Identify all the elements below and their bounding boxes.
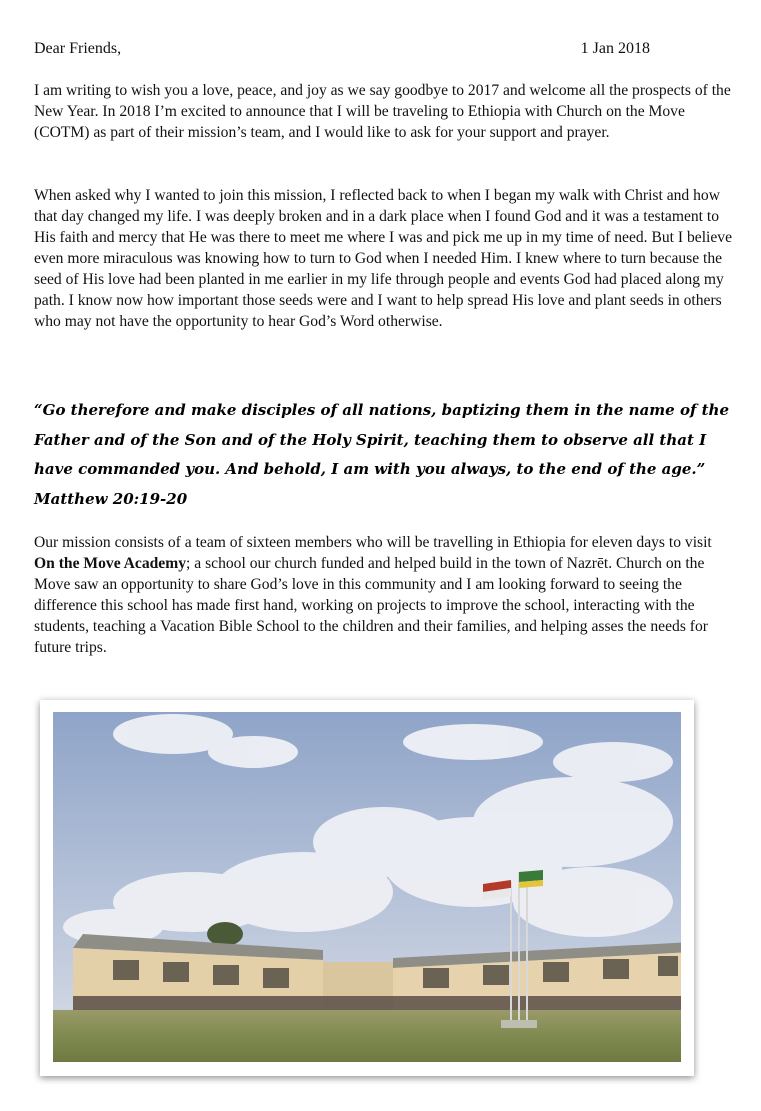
- flagpole-base: [501, 1020, 537, 1028]
- academy-name: On the Move Academy: [34, 555, 187, 572]
- mission-text-end: ; a school our church funded and helped build in the town of Nazrēt. Church on the Move saw an opportunity to share God’s love in this community and I am looking forward to seeing the difference this school has made first hand, working on projects to improve the school, interacting with the students, teaching a Vacation Bible School to the children and their families, and helping asses the needs for future trips.: [34, 555, 708, 656]
- salutation: Dear Friends,: [34, 40, 122, 57]
- tree: [207, 922, 243, 946]
- paragraph-mission: [34, 532, 734, 658]
- letter-date: 1 Jan 2018: [580, 40, 650, 57]
- mission-text-start: Our mission consists of a team of sixteen members who will be travelling in Ethiopia for eleven days to visit: [34, 534, 712, 551]
- school-photo: [53, 712, 681, 1062]
- school-photo-frame: [40, 700, 694, 1076]
- paragraph-intro: I am writing to wish you a love, peace, and joy as we say goodbye to 2017 and welcome all the prospects of the New Year. In 2018 I’m excited to announce that I will be traveling to Ethiopia with Church on the Move (COTM) as part of their mission’s team, and I would like to ask for your support and prayer.: [34, 82, 731, 141]
- scripture-quote: “Go therefore and make disciples of all nations, baptizing them in the name of the Father and of the Son and of the Holy Spirit, teaching them to observe all that I have commanded you. And behold, I am with you always, to the end of the age.” Matthew 20:19-20: [34, 401, 730, 508]
- letter-header: [34, 38, 650, 59]
- grass: [53, 1010, 681, 1062]
- paragraph-testimony: When asked why I wanted to join this mission, I reflected back to when I began my walk with Christ and how that day changed my life. I was deeply broken and in a dark place when I found God and it was a testament to His faith and mercy that He was there to meet me where I was and pick me up in my time of need. But I believe even more miraculous was knowing how to turn to God when I needed Him. I knew where to turn because the seed of His love had been planted in me earlier in my life through people and events God had placed along my path. I know now how important those seeds were and I want to help spread His love and plant seeds in others who may not have the opportunity to hear God’s Word otherwise.: [34, 187, 733, 330]
